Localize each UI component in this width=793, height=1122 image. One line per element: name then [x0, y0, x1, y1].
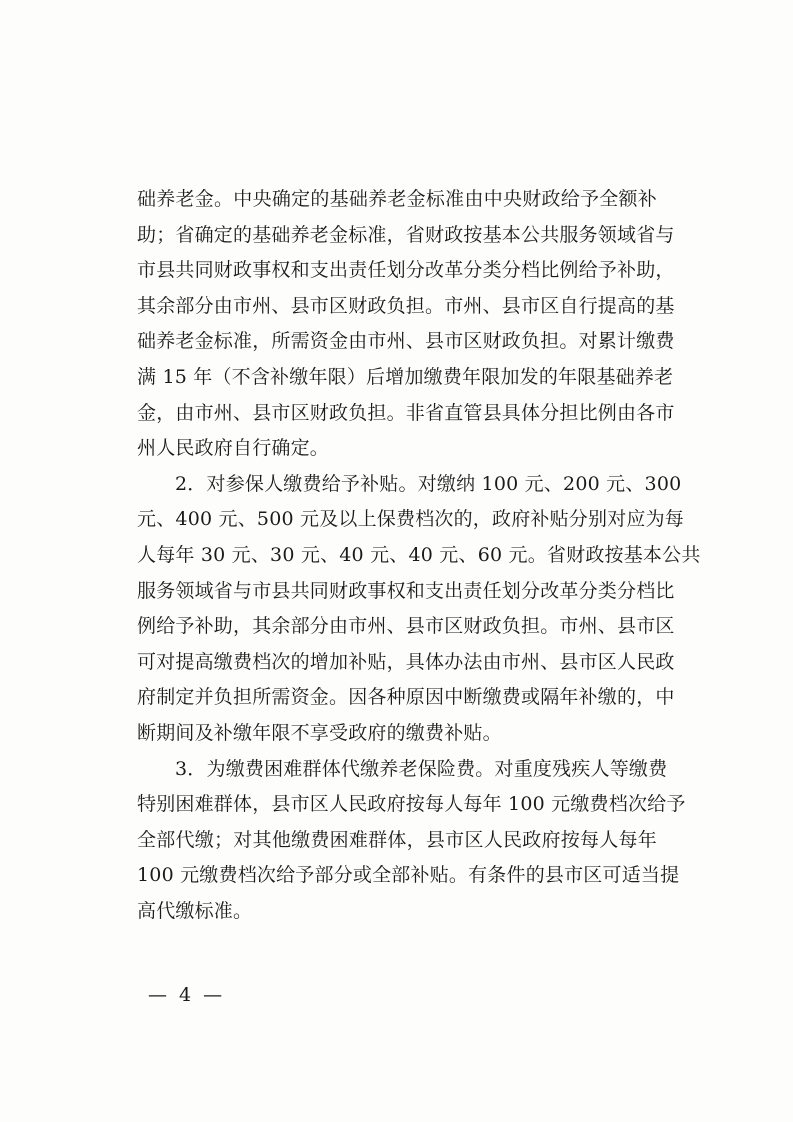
text-line: 服务领域省与市县共同财政事权和支出责任划分改革分类分档比 — [137, 579, 675, 602]
document-body — [137, 182, 701, 929]
text-line: 府制定并负担所需资金。因各种原因中断缴费或隔年补缴的，中 — [137, 686, 675, 709]
text-line: 2．对参保人缴费给予补贴。对缴纳 100 元、200 元、300 — [175, 472, 682, 495]
page-number — [148, 984, 222, 1006]
text-line: 础养老金标准，所需资金由市州、县市区财政负担。对累计缴费 — [137, 330, 675, 353]
text-line: 高代缴标准。 — [137, 899, 253, 922]
text-line: 其余部分由市州、县市区财政负担。市州、县市区自行提高的基 — [137, 294, 675, 317]
page-number-value: 4 — [179, 984, 192, 1006]
text-line: 100 元缴费档次给予部分或全部补贴。有条件的县市区可适当提 — [137, 864, 680, 887]
text-line: 例给予补助，其余部分由市州、县市区财政负担。市州、县市区 — [137, 615, 675, 638]
text-line: 人每年 30 元、30 元、40 元、40 元、60 元。省财政按基本公共 — [137, 543, 701, 566]
text-line: 特别困难群体，县市区人民政府按每人每年 100 元缴费档次给予 — [137, 793, 686, 816]
text-line: 市县共同财政事权和支出责任划分改革分类分档比例给予补助， — [137, 259, 675, 282]
text-line: 元、400 元、500 元及以上保费档次的，政府补贴分别对应为每 — [137, 508, 685, 531]
page-number-dash-right: — — [203, 984, 223, 1006]
text-line: 断期间及补缴年限不享受政府的缴费补贴。 — [137, 721, 502, 744]
text-line: 金，由市州、县市区财政负担。非省直管县具体分担比例由各市 — [137, 401, 675, 424]
page-number-dash-left: — — [148, 984, 167, 1006]
text-line: 础养老金。中央确定的基础养老金标准由中央财政给予全额补 — [137, 188, 657, 210]
text-line: 助；省确定的基础养老金标准，省财政按基本公共服务领域省与 — [137, 223, 675, 246]
paragraph-1 — [137, 182, 675, 467]
text-line: 3．为缴费困难群体代缴养老保险费。对重度残疾人等缴费 — [175, 757, 668, 780]
text-line: 州人民政府自行确定。 — [137, 437, 330, 460]
text-line: 可对提高缴费档次的增加补贴，具体办法由市州、县市区人民政 — [137, 650, 675, 673]
text-line: 满 15 年（不含补缴年限）后增加缴费年限加发的年限基础养老 — [137, 365, 674, 388]
paragraph-3 — [137, 752, 686, 930]
paragraph-2 — [137, 467, 701, 752]
text-line: 全部代缴；对其他缴费困难群体，县市区人民政府按每人每年 — [137, 828, 657, 851]
